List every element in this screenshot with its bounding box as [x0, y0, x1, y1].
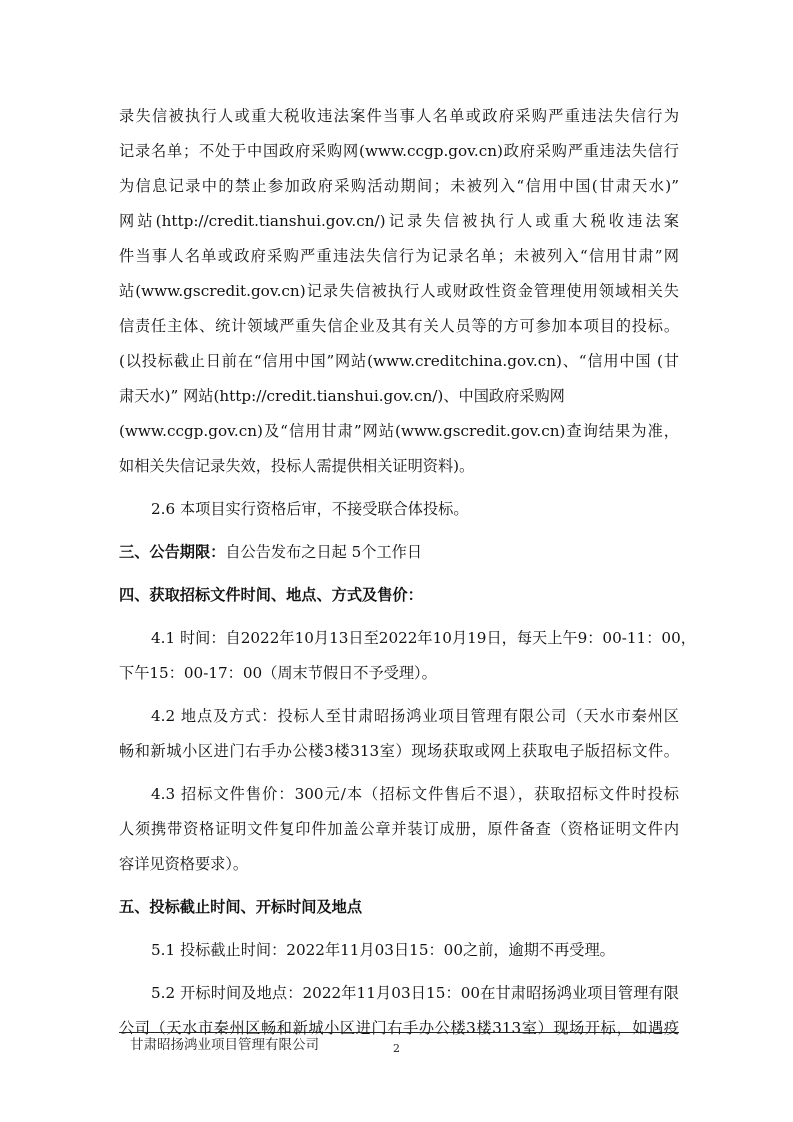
body-line: 站(www.gscredit.gov.cn)记录失信被执行人或财政性资金管理使用领域相关失 — [119, 282, 679, 300]
body-line: 记录名单；不处于中国政府采购网(www.ccgp.gov.cn)政府采购严重违法失信行 — [119, 142, 679, 160]
section-5-heading: 五、投标截止时间、开标时间及地点 — [119, 898, 362, 916]
paragraph-5-1: 5.1 投标截止时间：2022年11月03日15：00之前，逾期不再受理。 — [151, 941, 615, 959]
body-line: 网站(http://credit.tianshui.gov.cn/)记录失信被执行人或重大税收违法案 — [119, 212, 679, 230]
body-line: 为信息记录中的禁止参加政府采购活动期间；未被列入“信用中国(甘肃天水)” — [119, 177, 679, 195]
section-3-text: 自公告发布之日起 5个工作日 — [225, 543, 423, 561]
body-line: 录失信被执行人或重大税收违法案件当事人名单或政府采购严重违法失信行为 — [119, 107, 679, 125]
body-line: 肃天水)” 网站(http://credit.tianshui.gov.cn/)、中国政府采购网 — [119, 387, 565, 405]
section-4-heading: 四、获取招标文件时间、地点、方式及售价： — [119, 586, 423, 604]
paragraph-4-3: 人须携带资格证明文件复印件加盖公章并装订成册，原件备查（资格证明文件内 — [119, 820, 679, 838]
body-line: 如相关失信记录失效，投标人需提供相关证明资料)。 — [119, 457, 475, 475]
paragraph-2-6: 2.6 本项目实行资格后审，不接受联合体投标。 — [151, 500, 469, 518]
paragraph-4-2: 畅和新城小区进门右手办公楼3楼313室）现场获取或网上获取电子版招标文件。 — [119, 742, 679, 760]
section-3-heading: 三、公告期限： — [119, 543, 226, 561]
paragraph-4-3: 4.3 招标文件售价：300元/本（招标文件售后不退），获取招标文件时投标 — [151, 785, 679, 803]
body-line: 件当事人名单或政府采购严重违法失信行为记录名单；未被列入“信用甘肃”网 — [119, 247, 679, 265]
body-line: 信责任主体、统计领域严重失信企业及其有关人员等的方可参加本项目的投标。 — [119, 317, 679, 335]
body-line: (以投标截止日前在“信用中国”网站(www.creditchina.gov.cn)、“信用中国 (甘 — [119, 352, 679, 370]
paragraph-5-2: 5.2 开标时间及地点：2022年11月03日15：00在甘肃昭扬鸿业项目管理有限 — [151, 984, 679, 1002]
section-3 — [119, 534, 422, 570]
body-line: (www.ccgp.gov.cn)及“信用甘肃”网站(www.gscredit.gov.cn)查询结果为准， — [119, 422, 679, 440]
paragraph-4-3: 容详见资格要求）。 — [119, 855, 249, 873]
footer-company: 甘肃昭扬鸿业项目管理有限公司 — [130, 1037, 319, 1053]
paragraph-5-2: 公司（天水市秦州区畅和新城小区进门右手办公楼3楼313室）现场开标，如遇疫 — [119, 1019, 679, 1037]
paragraph-4-1: 4.1 时间：自2022年10月13日至2022年10月19日，每天上午9：00-11：00， — [151, 629, 696, 647]
paragraph-4-1: 下午15：00-17：00（周末节假日不予受理）。 — [119, 664, 437, 682]
paragraph-4-2: 4.2 地点及方式：投标人至甘肃昭扬鸿业项目管理有限公司（天水市秦州区 — [151, 707, 679, 725]
page-number: 2 — [393, 1042, 400, 1055]
